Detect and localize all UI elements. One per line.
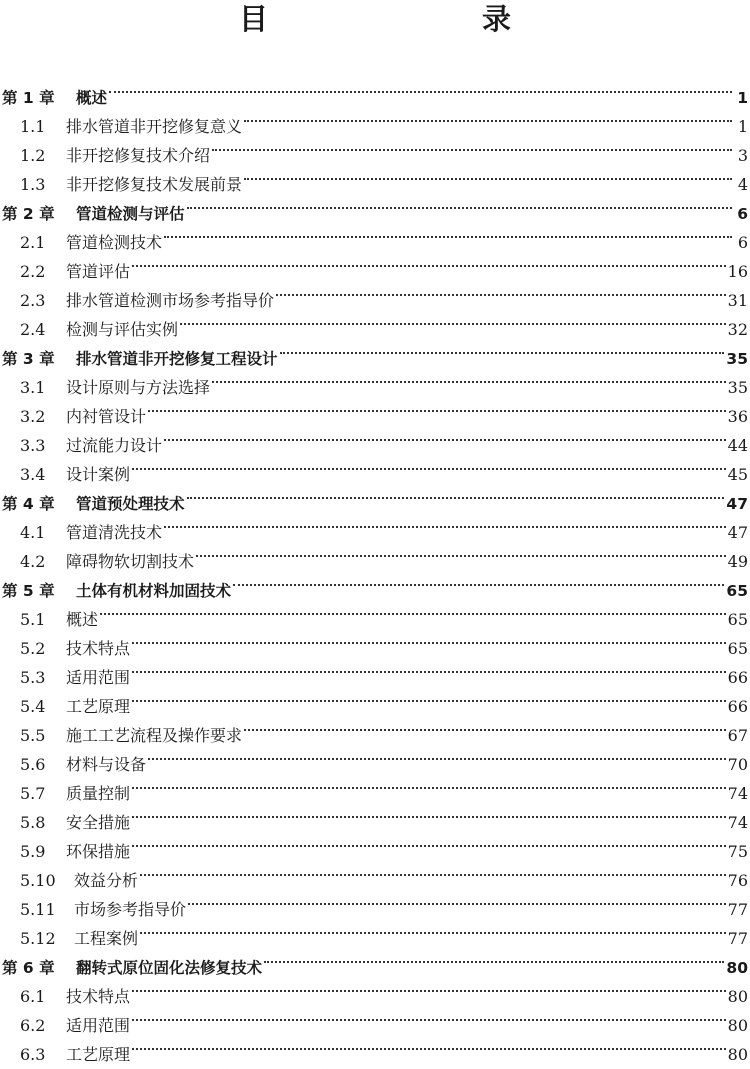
toc-entry-number: 5.2 bbox=[20, 639, 46, 658]
toc-entry-title: 管道清洗技术 bbox=[66, 523, 163, 542]
toc-entry-page-number: 77 bbox=[727, 929, 748, 948]
dot-leader bbox=[187, 190, 732, 219]
toc-entry-title: 管道检测技术 bbox=[66, 233, 163, 252]
toc-entry-page-number: 4 bbox=[737, 175, 748, 194]
toc-entry-title: 适用范围 bbox=[66, 1016, 131, 1035]
toc-entry-number: 第 2 章 bbox=[2, 205, 55, 223]
toc-entry-title: 翻转式原位固化法修复技术 bbox=[76, 959, 263, 977]
toc-entry-page-number: 47 bbox=[726, 495, 748, 513]
dot-leader bbox=[140, 915, 726, 944]
toc-entry-title: 安全措施 bbox=[66, 813, 131, 832]
toc-section-row[interactable] bbox=[0, 103, 750, 136]
toc-section-row[interactable] bbox=[0, 596, 750, 629]
toc-entry-title: 管道检测与评估 bbox=[76, 205, 185, 223]
toc-entry-title: 设计原则与方法选择 bbox=[66, 378, 211, 397]
toc-section-row[interactable] bbox=[0, 1002, 750, 1035]
toc-entry-number: 5.7 bbox=[20, 784, 46, 803]
toc-section-row[interactable] bbox=[0, 451, 750, 484]
dot-leader bbox=[264, 944, 724, 973]
toc-entry-page-number: 65 bbox=[727, 610, 748, 629]
toc-entry-page-number: 36 bbox=[727, 407, 748, 426]
toc-entry-number: 5.8 bbox=[20, 813, 46, 832]
toc-entry-number: 第 6 章 bbox=[2, 959, 55, 977]
toc-entry-number: 第 5 章 bbox=[2, 582, 55, 600]
toc-section-row[interactable] bbox=[0, 422, 750, 455]
toc-section-row[interactable] bbox=[0, 364, 750, 397]
toc-entry-title: 管道预处理技术 bbox=[76, 495, 185, 513]
toc-entry-page-number: 75 bbox=[727, 842, 748, 861]
toc-section-row[interactable] bbox=[0, 219, 750, 252]
toc-entry-title: 管道评估 bbox=[66, 262, 131, 281]
toc-entry-number: 2.4 bbox=[20, 320, 46, 339]
toc-entry-page-number: 67 bbox=[727, 726, 748, 745]
toc-entry-page-number: 70 bbox=[727, 755, 748, 774]
toc-entry-number: 2.3 bbox=[20, 291, 46, 310]
toc-chapter-row[interactable] bbox=[0, 480, 750, 513]
toc-entry-number: 3.2 bbox=[20, 407, 46, 426]
toc-entry-number: 6.2 bbox=[20, 1016, 46, 1035]
toc-entry-title: 施工工艺流程及操作要求 bbox=[66, 726, 243, 745]
toc-entry-page-number: 66 bbox=[727, 668, 748, 687]
toc-entry-number: 1.2 bbox=[20, 146, 46, 165]
toc-chapter-row[interactable] bbox=[0, 567, 750, 600]
toc-entry-number: 5.1 bbox=[20, 610, 46, 629]
toc-entry-number: 5.10 bbox=[20, 871, 56, 890]
dot-leader bbox=[212, 132, 732, 161]
toc-entry-number: 6.3 bbox=[20, 1045, 46, 1064]
dot-leader bbox=[188, 886, 726, 915]
toc-entry-number: 3.3 bbox=[20, 436, 46, 455]
dot-leader bbox=[244, 712, 726, 741]
toc-entry-page-number: 31 bbox=[727, 291, 748, 310]
toc-entry-page-number: 49 bbox=[727, 552, 748, 571]
toc-entry-page-number: 35 bbox=[727, 378, 748, 397]
toc-entry-page-number: 76 bbox=[727, 871, 748, 890]
dot-leader bbox=[187, 480, 725, 509]
dot-leader bbox=[132, 828, 726, 857]
dot-leader bbox=[148, 393, 726, 422]
toc-entry bbox=[20, 1031, 750, 1069]
toc-entry-title: 概述 bbox=[66, 610, 99, 629]
toc-entry-page-number: 35 bbox=[726, 350, 748, 368]
toc-section-row[interactable] bbox=[0, 306, 750, 339]
toc-entry-title: 排水管道非开挖修复工程设计 bbox=[76, 350, 278, 368]
toc-entry-page-number: 80 bbox=[727, 1016, 748, 1035]
toc-section-row[interactable] bbox=[0, 712, 750, 745]
toc-entry-title: 排水管道非开挖修复意义 bbox=[66, 117, 243, 136]
page-title: 目 录 bbox=[238, 2, 563, 36]
toc-section-row[interactable] bbox=[0, 857, 750, 890]
toc-entry-title: 质量控制 bbox=[66, 784, 131, 803]
toc-section-row[interactable] bbox=[0, 741, 750, 774]
toc-entry-number: 5.4 bbox=[20, 697, 46, 716]
dot-leader bbox=[100, 596, 726, 625]
toc-section-row[interactable] bbox=[0, 509, 750, 542]
toc-entry-title: 内衬管设计 bbox=[66, 407, 147, 426]
toc-entry-title: 排水管道检测市场参考指导价 bbox=[66, 291, 275, 310]
dot-leader bbox=[276, 277, 726, 306]
toc-entry-page-number: 65 bbox=[726, 582, 748, 600]
dot-leader bbox=[280, 335, 725, 364]
toc-entry-title: 过流能力设计 bbox=[66, 436, 163, 455]
toc-entry-number: 5.5 bbox=[20, 726, 46, 745]
dot-leader bbox=[244, 103, 732, 132]
toc-chapter-row[interactable] bbox=[0, 190, 750, 223]
toc-entry-page-number: 45 bbox=[727, 465, 748, 484]
toc-entry-title: 市场参考指导价 bbox=[74, 900, 187, 919]
toc-entry-title: 工艺原理 bbox=[66, 1045, 131, 1064]
toc-entry-title: 非开挖修复技术介绍 bbox=[66, 146, 211, 165]
toc-entry-number: 3.1 bbox=[20, 378, 46, 397]
toc-entry-title: 材料与设备 bbox=[66, 755, 147, 774]
toc-entry-page-number: 74 bbox=[727, 813, 748, 832]
toc-entry-title: 设计案例 bbox=[66, 465, 131, 484]
toc-entry-page-number: 16 bbox=[727, 262, 748, 281]
toc-entry-page-number: 6 bbox=[737, 205, 748, 223]
dot-leader bbox=[212, 364, 726, 393]
toc-entry-title: 环保措施 bbox=[66, 842, 131, 861]
toc-entry-page-number: 80 bbox=[727, 987, 748, 1006]
toc-entry-title: 效益分析 bbox=[74, 871, 139, 890]
toc-entry-page-number: 80 bbox=[726, 959, 748, 977]
toc-entry-page-number: 65 bbox=[727, 639, 748, 658]
toc-entry-title: 概述 bbox=[76, 89, 108, 107]
toc-section-row[interactable] bbox=[0, 248, 750, 281]
toc-entry-title: 适用范围 bbox=[66, 668, 131, 687]
toc-section-row[interactable] bbox=[0, 828, 750, 861]
toc-entry-page-number: 3 bbox=[737, 146, 748, 165]
dot-leader bbox=[109, 74, 732, 103]
toc-section-row[interactable] bbox=[0, 538, 750, 571]
toc-entry-page-number: 1 bbox=[737, 89, 748, 107]
dot-leader bbox=[148, 741, 726, 770]
toc-section-row[interactable] bbox=[0, 1031, 750, 1064]
toc-chapter-row[interactable] bbox=[0, 74, 750, 107]
toc-entry-title: 工艺原理 bbox=[66, 697, 131, 716]
dot-leader bbox=[132, 973, 726, 1002]
toc-entry-page-number: 47 bbox=[727, 523, 748, 542]
toc-entry-title: 检测与评估实例 bbox=[66, 320, 179, 339]
toc-entry-number: 5.11 bbox=[20, 900, 56, 919]
toc-entry-title: 技术特点 bbox=[66, 639, 131, 658]
toc-entry-title: 工程案例 bbox=[74, 929, 139, 948]
dot-leader bbox=[132, 1031, 726, 1060]
toc-entry-number: 4.1 bbox=[20, 523, 46, 542]
toc-entry-page-number: 44 bbox=[727, 436, 748, 455]
toc-entry-number: 3.4 bbox=[20, 465, 46, 484]
toc-entry-title: 非开挖修复技术发展前景 bbox=[66, 175, 243, 194]
toc-section-row[interactable] bbox=[0, 625, 750, 658]
toc-chapter-row[interactable] bbox=[0, 944, 750, 977]
toc-entry-number: 第 3 章 bbox=[2, 350, 55, 368]
toc-section-row[interactable] bbox=[0, 683, 750, 716]
toc-entry-number: 5.12 bbox=[20, 929, 56, 948]
toc-section-row[interactable] bbox=[0, 654, 750, 687]
dot-leader bbox=[132, 1002, 726, 1031]
dot-leader bbox=[132, 770, 726, 799]
dot-leader bbox=[132, 683, 726, 712]
toc-section-row[interactable] bbox=[0, 799, 750, 832]
toc-entry-number: 1.3 bbox=[20, 175, 46, 194]
toc-entry-number: 1.1 bbox=[20, 117, 46, 136]
toc-entry-page-number: 80 bbox=[727, 1045, 748, 1064]
toc-entry-number: 第 1 章 bbox=[2, 89, 55, 107]
dot-leader bbox=[132, 451, 726, 480]
dot-leader bbox=[132, 248, 726, 277]
toc-entry-page-number: 66 bbox=[727, 697, 748, 716]
toc-entry-title: 土体有机材料加固技术 bbox=[76, 582, 232, 600]
toc-entry-number: 5.3 bbox=[20, 668, 46, 687]
toc-chapter-row[interactable] bbox=[0, 335, 750, 368]
toc-section-row[interactable] bbox=[0, 973, 750, 1006]
toc-section-row[interactable] bbox=[0, 277, 750, 310]
toc-entry-number: 5.6 bbox=[20, 755, 46, 774]
toc-section-row[interactable] bbox=[0, 393, 750, 426]
toc-entry-number: 第 4 章 bbox=[2, 495, 55, 513]
toc-entry-number: 2.2 bbox=[20, 262, 46, 281]
toc-entry-number: 6.1 bbox=[20, 987, 46, 1006]
toc-entry-page-number: 74 bbox=[727, 784, 748, 803]
dot-leader bbox=[164, 219, 732, 248]
toc-section-row[interactable] bbox=[0, 915, 750, 948]
dot-leader bbox=[164, 509, 726, 538]
toc-section-row[interactable] bbox=[0, 886, 750, 919]
dot-leader bbox=[244, 161, 732, 190]
dot-leader bbox=[180, 306, 726, 335]
dot-leader bbox=[132, 625, 726, 654]
toc-section-row[interactable] bbox=[0, 161, 750, 194]
toc-entry-page-number: 1 bbox=[737, 117, 748, 136]
dot-leader bbox=[196, 538, 726, 567]
toc-entry-number: 4.2 bbox=[20, 552, 46, 571]
dot-leader bbox=[140, 857, 726, 886]
dot-leader bbox=[233, 567, 724, 596]
dot-leader bbox=[132, 799, 726, 828]
toc-entry-page-number: 77 bbox=[727, 900, 748, 919]
dot-leader bbox=[132, 654, 726, 683]
toc-entry-number: 2.1 bbox=[20, 233, 46, 252]
toc-section-row[interactable] bbox=[0, 132, 750, 165]
toc-entry-title: 障碍物软切割技术 bbox=[66, 552, 195, 571]
toc-entry-page-number: 6 bbox=[737, 233, 748, 252]
dot-leader bbox=[164, 422, 726, 451]
toc-entry-page-number: 32 bbox=[727, 320, 748, 339]
table-of-contents bbox=[0, 74, 750, 1064]
toc-entry-title: 技术特点 bbox=[66, 987, 131, 1006]
toc-section-row[interactable] bbox=[0, 770, 750, 803]
toc-entry-number: 5.9 bbox=[20, 842, 46, 861]
